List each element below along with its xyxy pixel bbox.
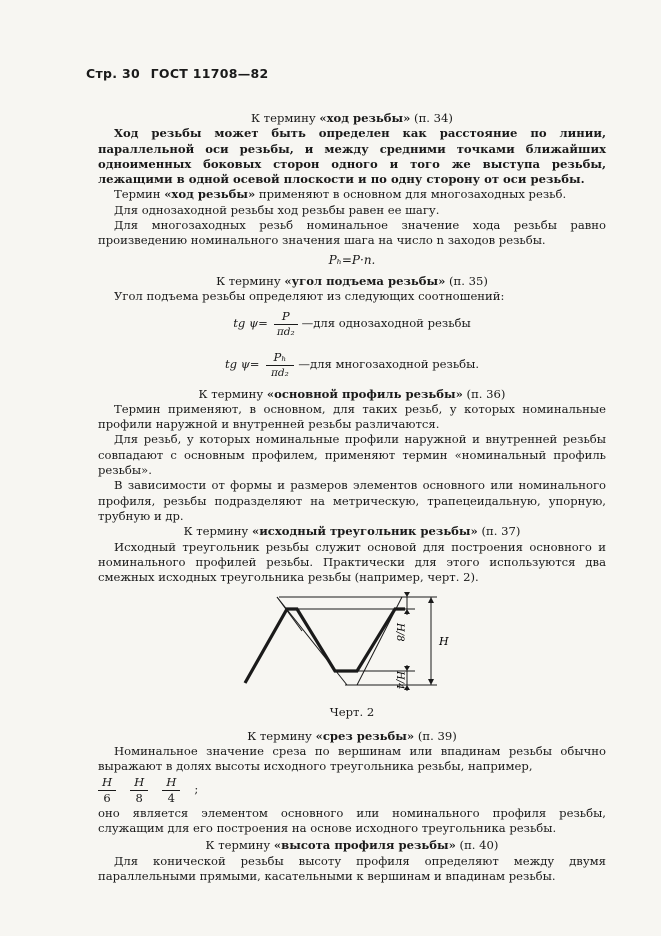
fraction: $\frac{H}{8}$ (130, 775, 148, 806)
section-heading-39: К термину «срез резьбы» (п. 39) (247, 728, 457, 743)
fraction: $\frac{H}{4}$ (162, 775, 180, 806)
paragraph: Для однозаходной резьбы ход резьбы равен ее шагу. (114, 202, 440, 217)
paragraph: Угол подъема резьбы определяют из следующих соотношений: (114, 289, 505, 304)
fraction: $\frac{\text{Pₕ}}{\text{πd₂}}$ (266, 350, 295, 381)
paragraph: Для многозаходных резьб номинальное значение хода резьбы равно произведению номинального значения шага на число n заходов резьбы. (98, 218, 606, 248)
paragraph: Для конической резьбы высоту профиля определяют между двумя параллельными прямыми, касательными к вершинам и впадинам резьбы. (98, 853, 606, 883)
heading-term: «ход резьбы» (319, 111, 411, 125)
thread-profile (245, 609, 405, 683)
section-heading-34: К термину «ход резьбы» (п. 34) (251, 111, 453, 125)
paragraph: Для резьб, у которых номинальные профили наружной и внутренней резьбы совпадают с основным профилем, применяют термин «номинальный профиль резьбы». (98, 432, 606, 478)
paragraph: Исходный треугольник резьбы служит основой для построения основного и номинального профилей резьбы. Практически для этого используются два смежных исходных треугольника резьбы (например, черт. 2). (98, 539, 606, 585)
page-content (98, 111, 606, 884)
thread-triangle-diagram (237, 591, 467, 701)
paragraph: Термин применяют, в основном, для таких резьб, у которых номинальные профили наружной и внутренней резьбы различаются. (98, 401, 606, 432)
section-heading-40: К термину «высота профиля резьбы» (п. 40) (205, 838, 499, 853)
paragraph: Ход резьбы может быть определен как расстояние по линии, параллельной оси резьбы, и между средними точками ближайших одноименных боковых сторон одного и того же выступа резьбы, лежащими в одной осевой плоскости и по одну сторону от оси резьбы. (98, 126, 606, 187)
arrow-mark (428, 679, 434, 685)
construction-line (277, 597, 347, 685)
page-header (86, 66, 275, 81)
formula-single-start: tg ψ= $\frac{P}{\text{πd₂}}$ —для однозаходной резьбы (233, 308, 471, 338)
dim-label-h8: H/8 (394, 623, 405, 642)
paragraph: В зависимости от формы и размеров элементов основного или номинального профиля, резьбы подразделяют на метрическую, трапецеидальную, упорную, трубную и др. (98, 478, 606, 523)
fraction: $\frac{H}{6}$ (98, 775, 116, 806)
paragraph: Номинальное значение среза по вершинам или впадинам резьбы обычно выражают в долях высоты исходного треугольника резьбы, например, (98, 744, 606, 774)
formula-multi-start: tg ψ= $\frac{\text{Pₕ}}{\text{πd₂}}$ —для многозаходной резьбы. (224, 349, 480, 379)
arrow-mark (404, 592, 410, 597)
dim-label-h: H (439, 635, 449, 649)
paragraph: оно является элементом основного или номинального профиля резьбы, служащим для его построения на основе исходного треугольника резьбы. (98, 805, 606, 835)
figure-caption: Черт. 2 (329, 705, 375, 720)
paragraph: Термин «ход резьбы» применяют в основном для многозаходных резьб. (114, 187, 567, 202)
standard-code: ГОСТ 11708—82 (150, 66, 269, 81)
fraction: $\frac{P}{\text{πd₂}}$ (274, 309, 298, 340)
page-number: Стр. 30 (86, 66, 140, 81)
arrow-mark (428, 597, 434, 603)
section-heading-35: К термину «угол подъема резьбы» (п. 35) (216, 273, 488, 288)
section-heading-36: К термину «основной профиль резьбы» (п. 36) (198, 386, 506, 401)
fraction-examples: $\frac{H}{6}$ $\frac{H}{8}$ $\frac{H}{4}$ ; (98, 775, 606, 806)
section-heading-37: К термину «исходный треугольник резьбы» (п. 37) (183, 524, 521, 539)
dim-label-h4: H/4 (394, 671, 405, 690)
formula-lead: Pₕ=P·n. (328, 252, 376, 267)
